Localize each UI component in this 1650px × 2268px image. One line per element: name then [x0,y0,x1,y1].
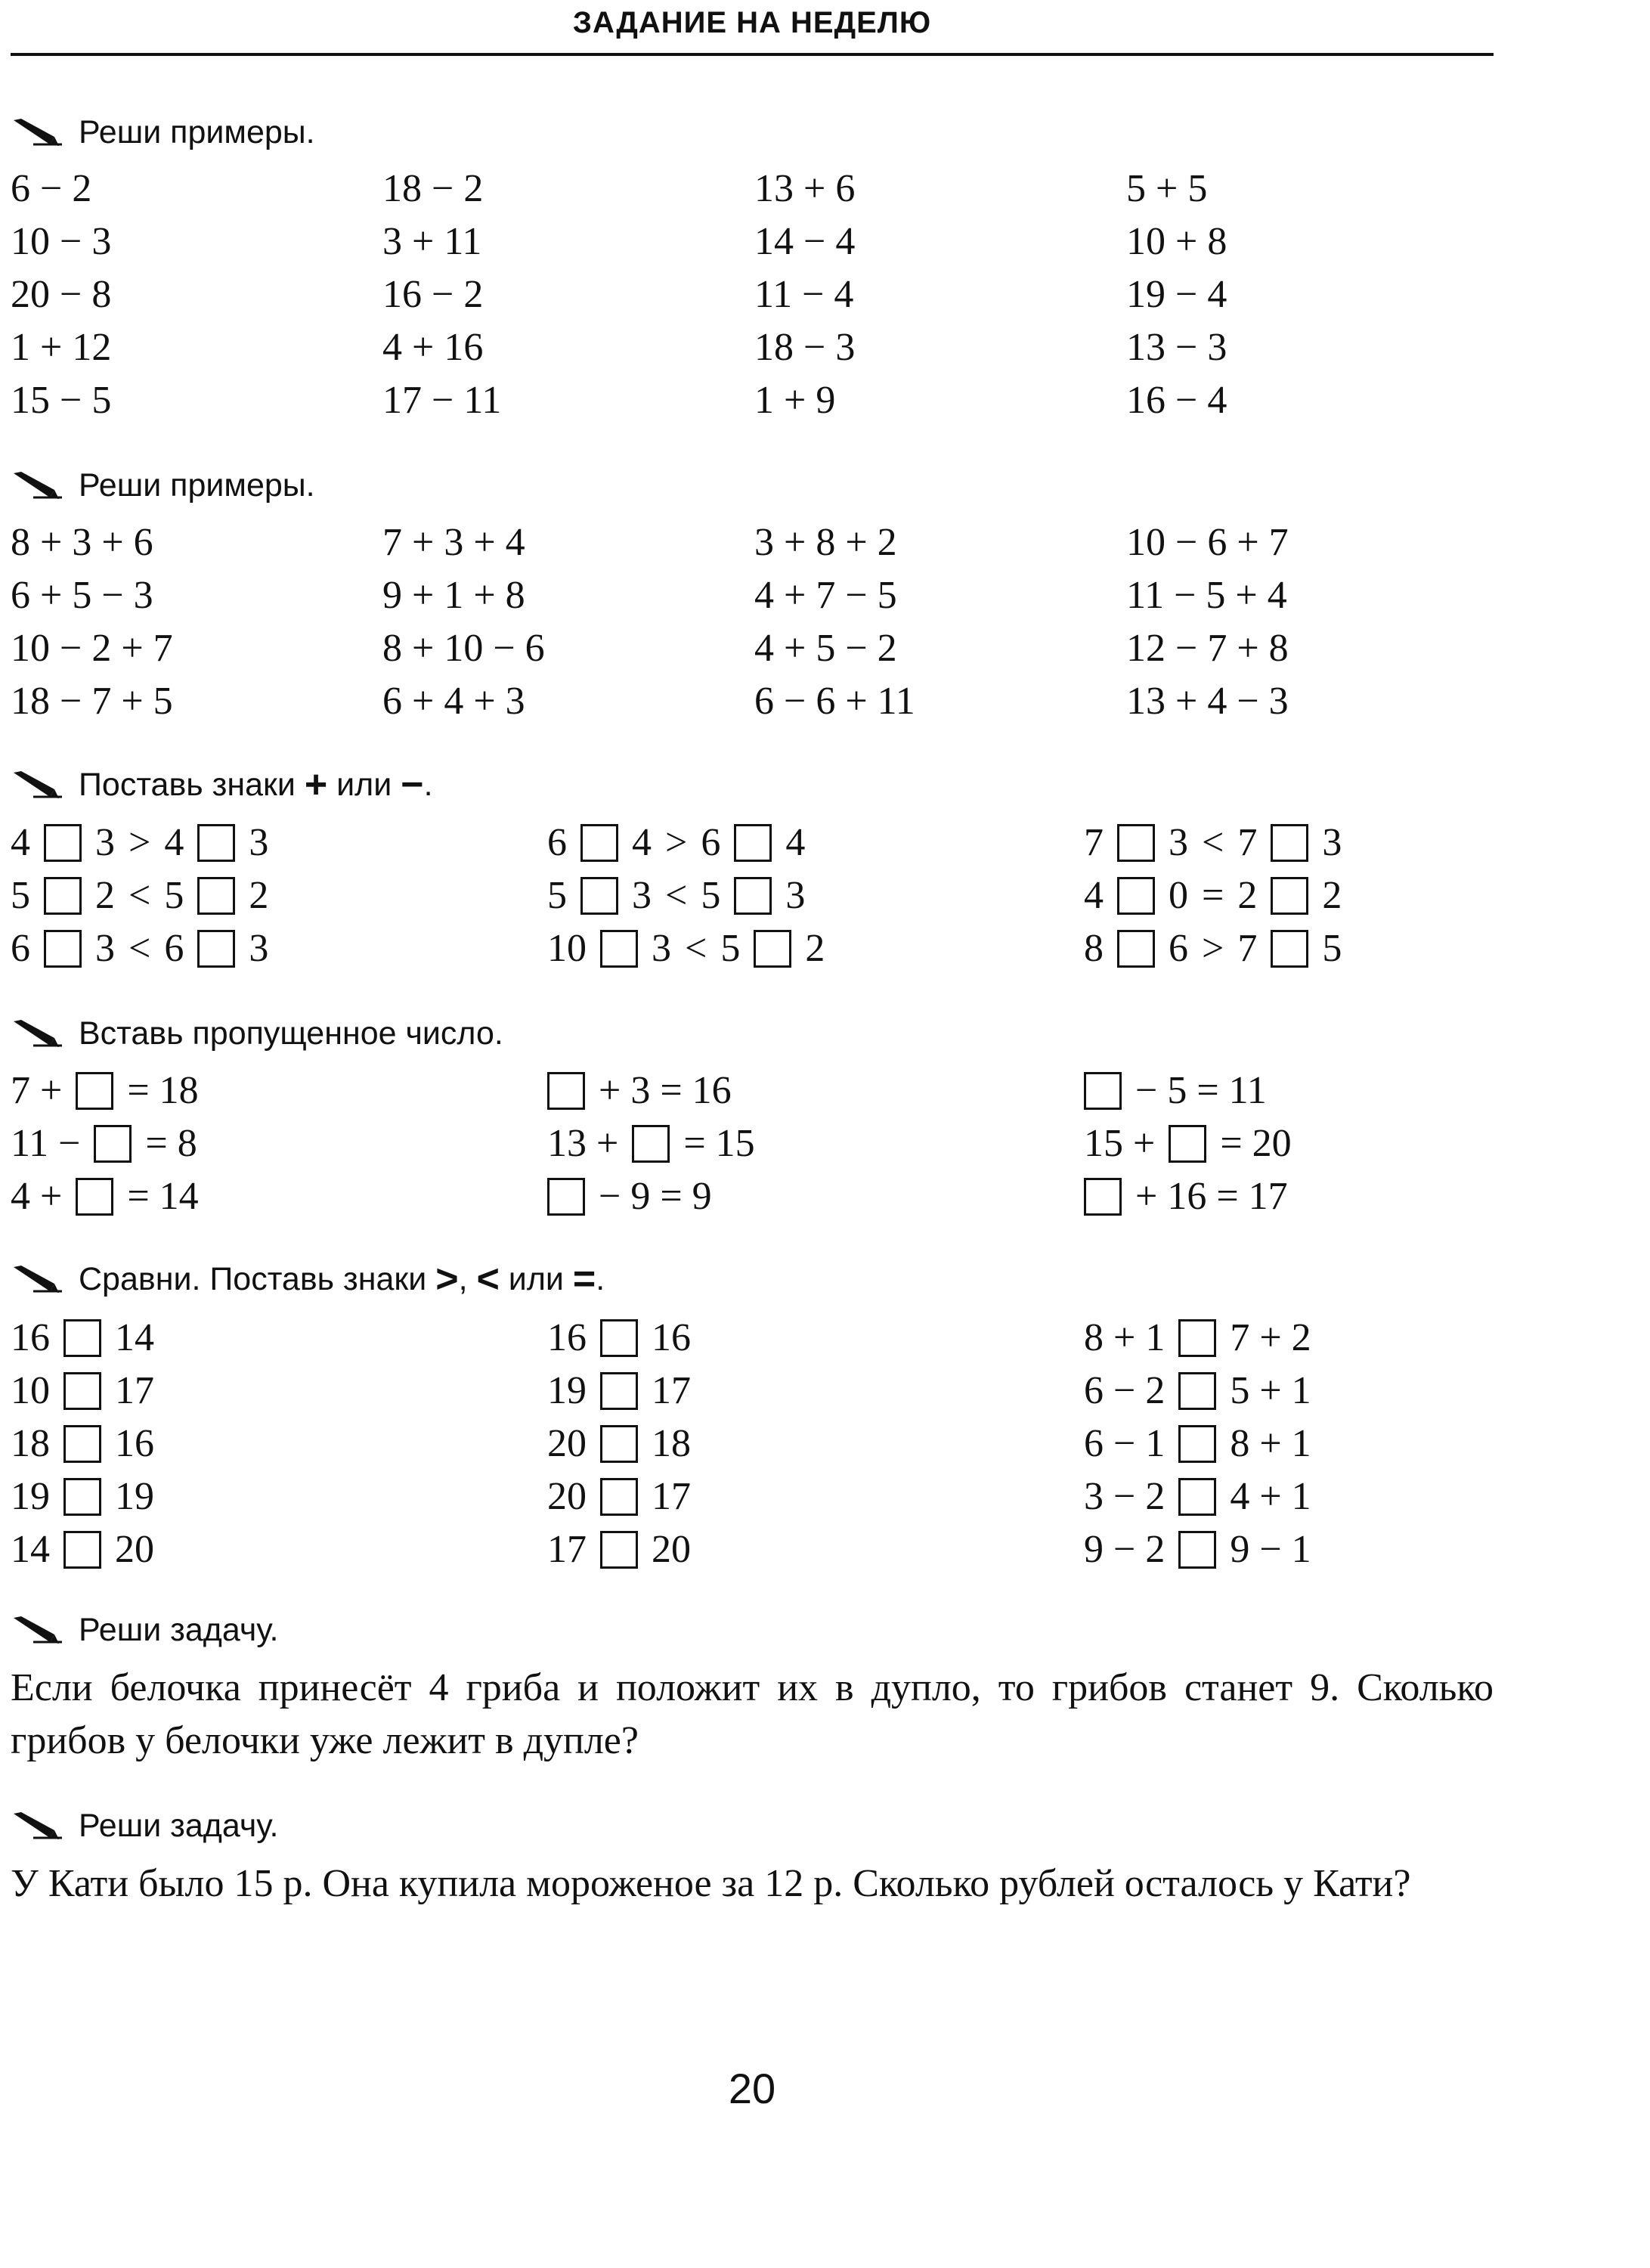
example-item: 19 − 4 [1126,273,1227,316]
pencil-icon [11,1018,63,1049]
sign-exercise-row: 10 3 < 5 2 [547,927,825,970]
missing-number-row: − 9 = 9 [547,1170,755,1223]
example-item: 13 + 4 − 3 [1126,680,1289,723]
example-item: 18 − 7 + 5 [11,680,173,723]
sign-exercise-row: 4 3 > 4 3 [11,821,269,864]
compare-row: 6 − 2 5 + 1 [1084,1369,1311,1412]
compare-row: 19 17 [547,1369,691,1412]
answer-box[interactable] [754,930,791,968]
instruction-solve-problem-1: Реши задачу. [11,1607,278,1653]
word-problem-squirrel: Если белочка принесёт 4 гриба и положит их в дупло, то грибов станет 9. Сколько грибов у белочки уже лежит в дупле? [11,1666,1494,1762]
compare-row: 9 − 2 9 − 1 [1084,1528,1311,1571]
missing-number-row: − 5 = 11 [1084,1064,1292,1117]
answer-box[interactable] [734,877,772,915]
answer-box[interactable] [1178,1425,1216,1463]
answer-box[interactable] [600,930,638,968]
example-item: 11 − 5 + 4 [1126,574,1287,617]
example-item: 1 + 9 [754,379,836,422]
pencil-icon [11,1264,63,1294]
example-item: 4 + 16 [382,326,484,369]
example-item: 3 + 11 [382,220,482,263]
sign-exercise-row: 6 3 < 6 3 [11,927,269,970]
sign-exercise-row: 4 0 = 2 2 [1084,874,1342,917]
example-item: 18 − 3 [754,326,856,369]
example-item: 6 + 5 − 3 [11,574,153,617]
answer-box[interactable] [1178,1319,1216,1357]
example-item: 6 − 2 [11,167,92,210]
example-item: 14 − 4 [754,220,856,263]
pencil-icon [11,770,63,800]
example-item: 6 + 4 + 3 [382,680,525,723]
answer-box[interactable] [1117,930,1155,968]
example-item: 17 − 11 [382,379,502,422]
sign-exercise-row: 6 4 > 6 4 [547,821,806,864]
answer-box[interactable] [63,1372,101,1410]
example-item: 4 + 5 − 2 [754,627,897,670]
answer-box[interactable] [197,877,235,915]
example-item: 8 + 10 − 6 [382,627,545,670]
compare-row: 18 16 [11,1422,154,1465]
answer-box[interactable] [63,1425,101,1463]
compare-row: 20 18 [547,1422,691,1465]
compare-row: 20 17 [547,1475,691,1518]
answer-box[interactable] [580,877,618,915]
example-item: 1 + 12 [11,326,112,369]
example-item: 10 + 8 [1126,220,1227,263]
example-item: 18 − 2 [382,167,484,210]
missing-number-row: 4 + = 14 [11,1175,199,1218]
answer-box[interactable] [600,1372,638,1410]
answer-box[interactable] [547,1072,585,1110]
compare-row: 3 − 2 4 + 1 [1084,1475,1311,1518]
compare-row: 16 14 [11,1316,154,1359]
answer-box[interactable] [632,1125,670,1163]
answer-box[interactable] [600,1478,638,1516]
example-item: 5 + 5 [1126,167,1208,210]
compare-row: 8 + 1 7 + 2 [1084,1316,1311,1359]
example-item: 16 − 2 [382,273,484,316]
compare-row: 16 16 [547,1316,691,1359]
sign-exercise-row: 7 3 < 7 3 [1084,821,1342,864]
example-item: 10 − 2 + 7 [11,627,173,670]
missing-number-row: 11 − = 8 [11,1122,197,1165]
answer-box[interactable] [580,824,618,862]
title-divider [11,53,1494,56]
answer-box[interactable] [76,1178,113,1216]
instruction-solve-examples-1: Реши примеры. [11,110,315,155]
missing-number-row: 13 + = 15 [547,1122,755,1165]
compare-row: 19 19 [11,1475,154,1518]
sign-exercise-row: 5 3 < 5 3 [547,874,806,917]
example-item: 8 + 3 + 6 [11,521,153,564]
example-item: 15 − 5 [11,379,112,422]
sign-exercise-row: 8 6 > 7 5 [1084,927,1342,970]
answer-box[interactable] [1117,877,1155,915]
page-title: ЗАДАНИЕ НА НЕДЕЛЮ [572,6,932,39]
answer-box[interactable] [63,1319,101,1357]
answer-box[interactable] [94,1125,132,1163]
pencil-icon [11,117,63,147]
pencil-icon [11,1615,63,1645]
answer-box[interactable] [197,824,235,862]
example-item: 3 + 8 + 2 [754,521,897,564]
answer-box[interactable] [734,824,772,862]
answer-box[interactable] [44,930,82,968]
example-item: 7 + 3 + 4 [382,521,525,564]
answer-box[interactable] [1271,824,1308,862]
word-problem-katya: У Кати было 15 р. Она купила мороженое за 12 р. Сколько рублей осталось у Кати? [11,1862,1411,1905]
missing-number-row: + 3 = 16 [547,1064,755,1117]
answer-box[interactable] [600,1425,638,1463]
instruction-compare: Сравни. Поставь знаки > , < или = . [11,1256,605,1302]
example-item: 9 + 1 + 8 [382,574,525,617]
answer-box[interactable] [547,1178,585,1216]
example-item: 10 − 6 + 7 [1126,521,1289,564]
answer-box[interactable] [1178,1372,1216,1410]
answer-box[interactable] [44,824,82,862]
instruction-insert-missing-number: Вставь пропущенное число. [11,1011,503,1056]
answer-box[interactable] [1178,1478,1216,1516]
example-item: 20 − 8 [11,273,112,316]
answer-box[interactable] [1271,877,1308,915]
example-item: 13 − 3 [1126,326,1227,369]
example-item: 13 + 6 [754,167,856,210]
answer-box[interactable] [197,930,235,968]
instruction-place-signs: Поставь знаки + или − . [11,762,433,807]
answer-box[interactable] [1169,1125,1206,1163]
example-item: 12 − 7 + 8 [1126,627,1289,670]
page-number: 20 [728,2065,776,2112]
answer-box[interactable] [1117,824,1155,862]
example-item: 10 − 3 [11,220,112,263]
answer-box[interactable] [600,1319,638,1357]
example-item: 6 − 6 + 11 [754,680,915,723]
example-item: 16 − 4 [1126,379,1227,422]
answer-box[interactable] [44,877,82,915]
answer-box[interactable] [63,1478,101,1516]
pencil-icon [11,1811,63,1841]
answer-box[interactable] [600,1531,638,1569]
compare-row: 17 20 [547,1528,691,1571]
answer-box[interactable] [1084,1072,1122,1110]
missing-number-row: 15 + = 20 [1084,1122,1292,1165]
missing-number-row: 7 + = 18 [11,1069,199,1112]
pencil-icon [11,470,63,500]
answer-box[interactable] [1271,930,1308,968]
compare-row: 10 17 [11,1369,154,1412]
sign-exercise-row: 5 2 < 5 2 [11,874,269,917]
missing-number-row: + 16 = 17 [1084,1170,1292,1223]
instruction-solve-examples-2: Реши примеры. [11,463,315,508]
compare-row: 6 − 1 8 + 1 [1084,1422,1311,1465]
answer-box[interactable] [1084,1178,1122,1216]
example-item: 4 + 7 − 5 [754,574,897,617]
answer-box[interactable] [1178,1531,1216,1569]
example-item: 11 − 4 [754,273,854,316]
compare-row: 14 20 [11,1528,154,1571]
answer-box[interactable] [63,1531,101,1569]
answer-box[interactable] [76,1072,113,1110]
instruction-solve-problem-2: Реши задачу. [11,1803,278,1848]
